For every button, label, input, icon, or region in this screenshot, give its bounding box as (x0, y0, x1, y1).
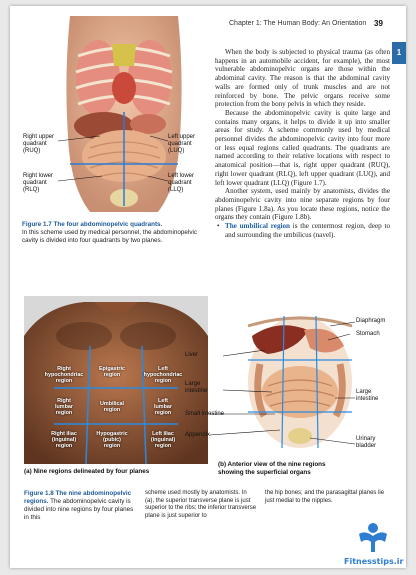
label-small-intestine: Small intestine (185, 411, 225, 417)
bodybuilder-logo-icon (353, 520, 393, 552)
region-left-hypochondriac: Left hypochondriac region (143, 366, 183, 384)
watermark-text: Fitnesstips.ir (344, 557, 404, 566)
label-diaphragm: Diaphragm (356, 318, 386, 324)
region-left-lumbar: Left lumbar region (154, 398, 172, 416)
fitnesstips-watermark (344, 520, 402, 566)
label-llq: Left lower quadrant (LLQ) (168, 173, 195, 193)
label-ruq: Right upper quadrant (RUQ) (23, 134, 55, 154)
label-large-intestine-left: Large intestine (185, 381, 208, 394)
region-hypogastric: Hypogastric (pubic) region (96, 431, 128, 449)
region-epigastric: Epigastric region (98, 366, 126, 378)
figure-1-8b-subcaption: (b) Anterior view of the nine regions showing the superficial organs (218, 461, 326, 476)
label-large-intestine-right: Large intestine (356, 389, 379, 402)
region-right-iliac: Right iliac (inguinal) region (51, 431, 77, 449)
label-luq: Left upper quadrant (LUQ) (168, 134, 196, 154)
running-header: Chapter 1: The Human Body: An Orientation (229, 20, 367, 27)
leader-lines-18b (10, 296, 406, 466)
region-right-hypochondriac: Right hypochondriac region (44, 366, 84, 384)
label-stomach: Stomach (356, 331, 380, 337)
figure-1-8a-subcaption: (a) Nine regions delineated by four planes (24, 468, 150, 475)
region-left-iliac: Left iliac (inguinal) region (150, 431, 176, 449)
region-right-lumbar: Right lumbar region (55, 398, 73, 416)
column-2-text: scheme used mostly by anatomists. In (a), the superior transverse plane is just superior to the ribs; the inferior transverse plane is just superior to (145, 490, 257, 519)
chapter-tab: 1 (392, 42, 406, 64)
label-rlq: Right lower quadrant (RLQ) (23, 173, 54, 193)
region-umbilical: Umbilical region (100, 401, 124, 413)
label-urinary-bladder: Urinary bladder (356, 436, 377, 449)
label-appendix: Appendix (185, 432, 211, 438)
body-text: When the body is subjected to physical trauma (as often happens in an automobile accident, for example), the most vulnerable abdominopelvic organs are those within the abdominal cavity. The reason is that the abdominal cavity walls are formed only of trunk muscles and are not reinforced by bone. The pelvic organs receive some protection from the bony pelvis in which they reside. Because the abdominopelvic cavity is quite large and contains many organs, it helps to divide it up into smaller areas for study. A scheme commonly used by medical personnel divides the abdominopelvic cavity into four more or less equal regions called quadrants. The quadrants are named according to their relative locations with respect to anatomical position—that is, right upper quadrant (RUQ), right lower quadrant (RLQ), left upper quadrant (LUQ), and left lower quadrant (LLQ) (Figure 1.7). Another system, used mainly by anatomists, divides the abdominopelvic cavity into nine separate regions by four planes (Figure 1.8a). As you locate these regions, notice the organs they contain (Figure 1.8b). • The umbilical region is the centermost region, deep to and surrounding the umbilicus (navel). (215, 48, 390, 239)
column-3-text: the hip bones; and the parasagittal planes lie just medial to the nipples. (265, 490, 385, 504)
figure-1-7-caption: Figure 1.7 The four abdominopelvic quadrants. In this scheme used by medical personnel, the abdominopelvic cavity is divided into four quadrants by two planes. (22, 221, 198, 244)
page-number: 39 (374, 19, 383, 28)
label-liver: Liver (185, 352, 199, 358)
page (10, 6, 406, 568)
figure-1-8-caption: Figure 1.8 The nine abdominopelvic regions. The abdominopelvic cavity is divided into nine regions by four planes in this (24, 490, 134, 521)
